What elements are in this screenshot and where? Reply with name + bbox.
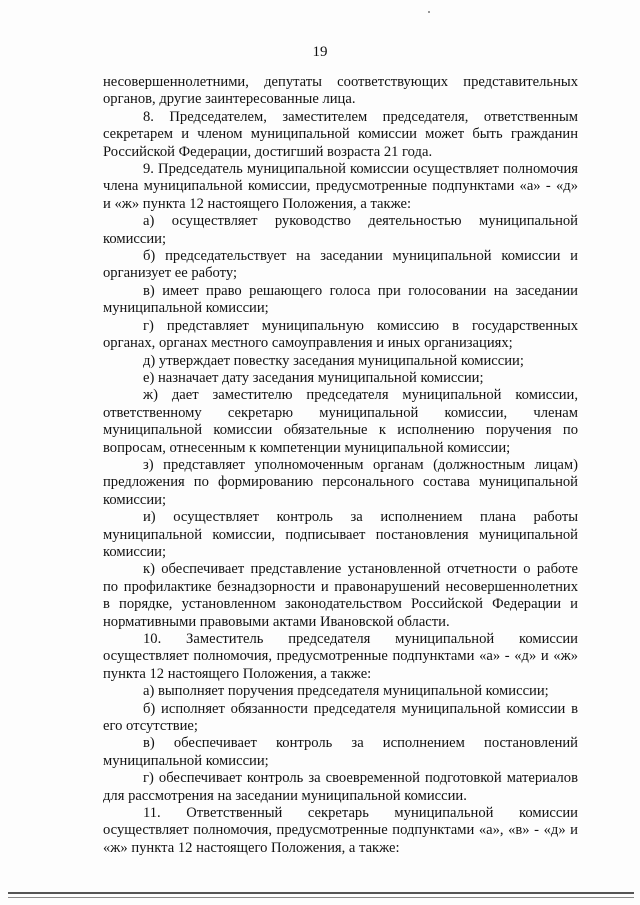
scan-edge-line (8, 892, 634, 894)
document-body (103, 74, 578, 857)
paragraph: в) обеспечивает контроль за исполнением постановлений муниципальной комиссии; (103, 735, 578, 769)
paragraph: д) утверждает повестку заседания муниципальной комиссии; (143, 352, 524, 369)
paragraph: е) назначает дату заседания муниципальной комиссии; (143, 369, 484, 386)
paragraph: г) представляет муниципальную комиссию в государственных органах, органах местного самоуправления и иных организациях; (103, 317, 578, 352)
paragraph: 11. Ответственный секретарь муниципальной комиссии осуществляет полномочия, предусмотренные подпунктами «а», «в» - «д» и «ж» пункта 12 настоящего Положения, а также: (103, 805, 578, 856)
scan-edge-line (8, 897, 634, 898)
paragraph: к) обеспечивает представление установленной отчетности о работе по профилактике безнадзорности и правонарушений несовершеннолетних в порядке, установленном законодательством Российской Федерации и нормативными правовыми актами Ивановской области. (103, 561, 578, 630)
paragraph: 10. Заместитель председателя муниципальной комиссии осуществляет полномочия, предусмотренные подпунктами «а» - «д» и «ж» пункта 12 настоящего Положения, а также: (103, 631, 578, 682)
paragraph: б) исполняет обязанности председателя муниципальной комиссии в его отсутствие; (103, 700, 578, 735)
page-number: 19 (312, 44, 328, 60)
paragraph: несовершеннолетними, депутаты соответствующих представительных органов, другие заинтересованные лица. (103, 74, 578, 108)
paragraph: б) председательствует на заседании муниципальной комиссии и организует ее работу; (103, 248, 578, 282)
paragraph: а) выполняет поручения председателя муниципальной комиссии; (143, 683, 549, 700)
scan-speck (428, 11, 430, 13)
paragraph: а) осуществляет руководство деятельностью муниципальной комиссии; (103, 213, 578, 247)
paragraph: 8. Председателем, заместителем председателя, ответственным секретарем и членом муниципальной комиссии может быть гражданин Российской Федерации, достигший возраста 21 года. (103, 108, 578, 160)
paragraph: г) обеспечивает контроль за своевременной подготовкой материалов для рассмотрения на заседании муниципальной комиссии. (103, 770, 578, 804)
paragraph: з) представляет уполномоченным органам (должностным лицам) предложения по формированию персонального состава муниципальной комиссии; (103, 456, 578, 508)
paragraph: 9. Председатель муниципальной комиссии осуществляет полномочия члена муниципальной комиссии, предусмотренные подпунктами «а» - «д» и «ж» пункта 12 настоящего Положения, а также: (103, 161, 578, 212)
paragraph: ж) дает заместителю председателя муниципальной комиссии, ответственному секретарю муниципальной комиссии, членам муниципальной комиссии обязательные к исполнению поручения по вопросам, отнесенным к компетенции муниципальной комиссии; (103, 387, 578, 456)
paragraph: и) осуществляет контроль за исполнением плана работы муниципальной комиссии, подписывает постановления муниципальной комиссии; (103, 509, 578, 560)
paragraph: в) имеет право решающего голоса при голосовании на заседании муниципальной комиссии; (103, 282, 578, 317)
